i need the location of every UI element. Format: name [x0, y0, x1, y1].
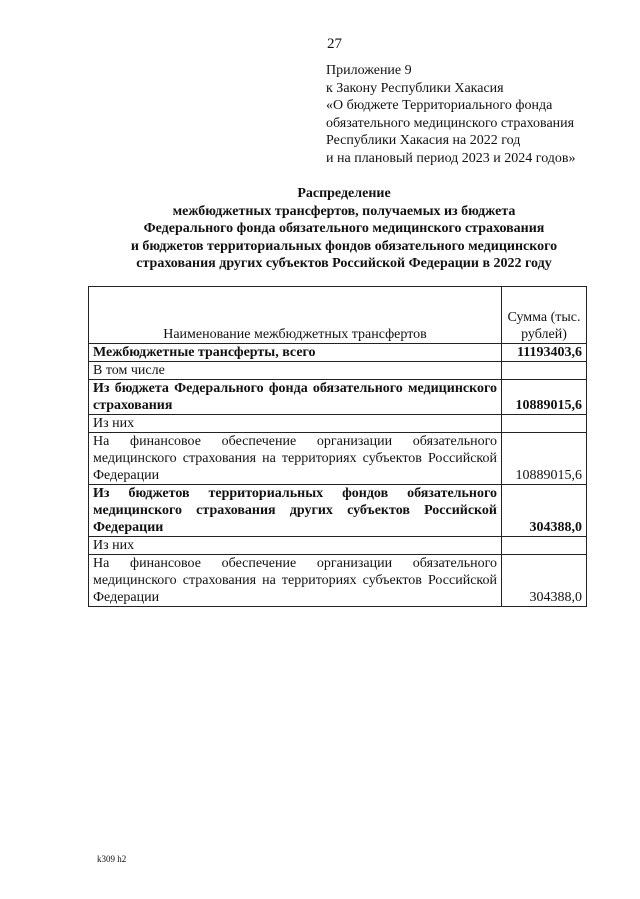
row-sum-cell: [502, 537, 587, 555]
appendix-line: Республики Хакасия на 2022 год: [326, 133, 521, 148]
row-sum-cell: [502, 415, 587, 433]
table-row: [89, 344, 587, 362]
header-sum-cell: Сумма (тыс. рублей): [502, 287, 587, 344]
table-row: [89, 433, 587, 485]
appendix-line: обязательного медицинского страхования: [326, 115, 575, 131]
appendix-line: и на плановый период 2023 и 2024 годов»: [326, 150, 576, 166]
document-heading: [60, 185, 628, 273]
table-header-row: [89, 287, 587, 344]
row-name-cell: Из них: [89, 537, 502, 555]
page-number: 27: [327, 36, 342, 52]
table-row: [89, 485, 587, 537]
heading-line: Распределение: [297, 186, 391, 201]
row-sum-cell: 304388,0: [502, 555, 587, 607]
appendix-line: «О бюджете Территориального фонда: [326, 98, 553, 113]
heading-line: Федерального фонда обязательного медицинского страхования: [143, 221, 545, 236]
row-sum-cell: 10889015,6: [502, 380, 587, 415]
row-sum-cell: 11193403,6: [502, 344, 587, 362]
appendix-block: [326, 62, 576, 167]
row-name-cell: Из них: [89, 415, 502, 433]
heading-line: страхования других субъектов Российской Федерации в 2022 году: [136, 256, 552, 271]
table-row: [89, 415, 587, 433]
table-row: [89, 537, 587, 555]
row-name-cell: На финансовое обеспечение организации обязательного медицинского страхования на территориях субъектов Российской Федерации: [89, 433, 502, 485]
heading-line: межбюджетных трансфертов, получаемых из бюджета: [172, 203, 516, 219]
transfers-table: [88, 286, 587, 607]
row-name-cell: Из бюджетов территориальных фондов обязательного медицинского страхования других субъектов Российской Федерации: [89, 485, 502, 537]
heading-line: и бюджетов территориальных фондов обязательного медицинского: [130, 238, 558, 254]
table-row: [89, 555, 587, 607]
row-name-cell: Межбюджетные трансферты, всего: [89, 344, 502, 362]
row-name-cell: В том числе: [89, 362, 502, 380]
appendix-line: к Закону Республики Хакасия: [326, 80, 504, 96]
row-name-cell: Из бюджета Федерального фонда обязательного медицинского страхования: [89, 380, 502, 415]
row-sum-cell: 10889015,6: [502, 433, 587, 485]
row-sum-cell: [502, 362, 587, 380]
table-row: [89, 362, 587, 380]
row-name-cell: На финансовое обеспечение организации обязательного медицинского страхования на территориях субъектов Российской Федерации: [89, 555, 502, 607]
table-row: [89, 380, 587, 415]
appendix-line: Приложение 9: [326, 63, 412, 78]
row-sum-cell: 304388,0: [502, 485, 587, 537]
footer-code: k309 h2: [97, 854, 127, 864]
header-name-cell: Наименование межбюджетных трансфертов: [89, 287, 502, 344]
